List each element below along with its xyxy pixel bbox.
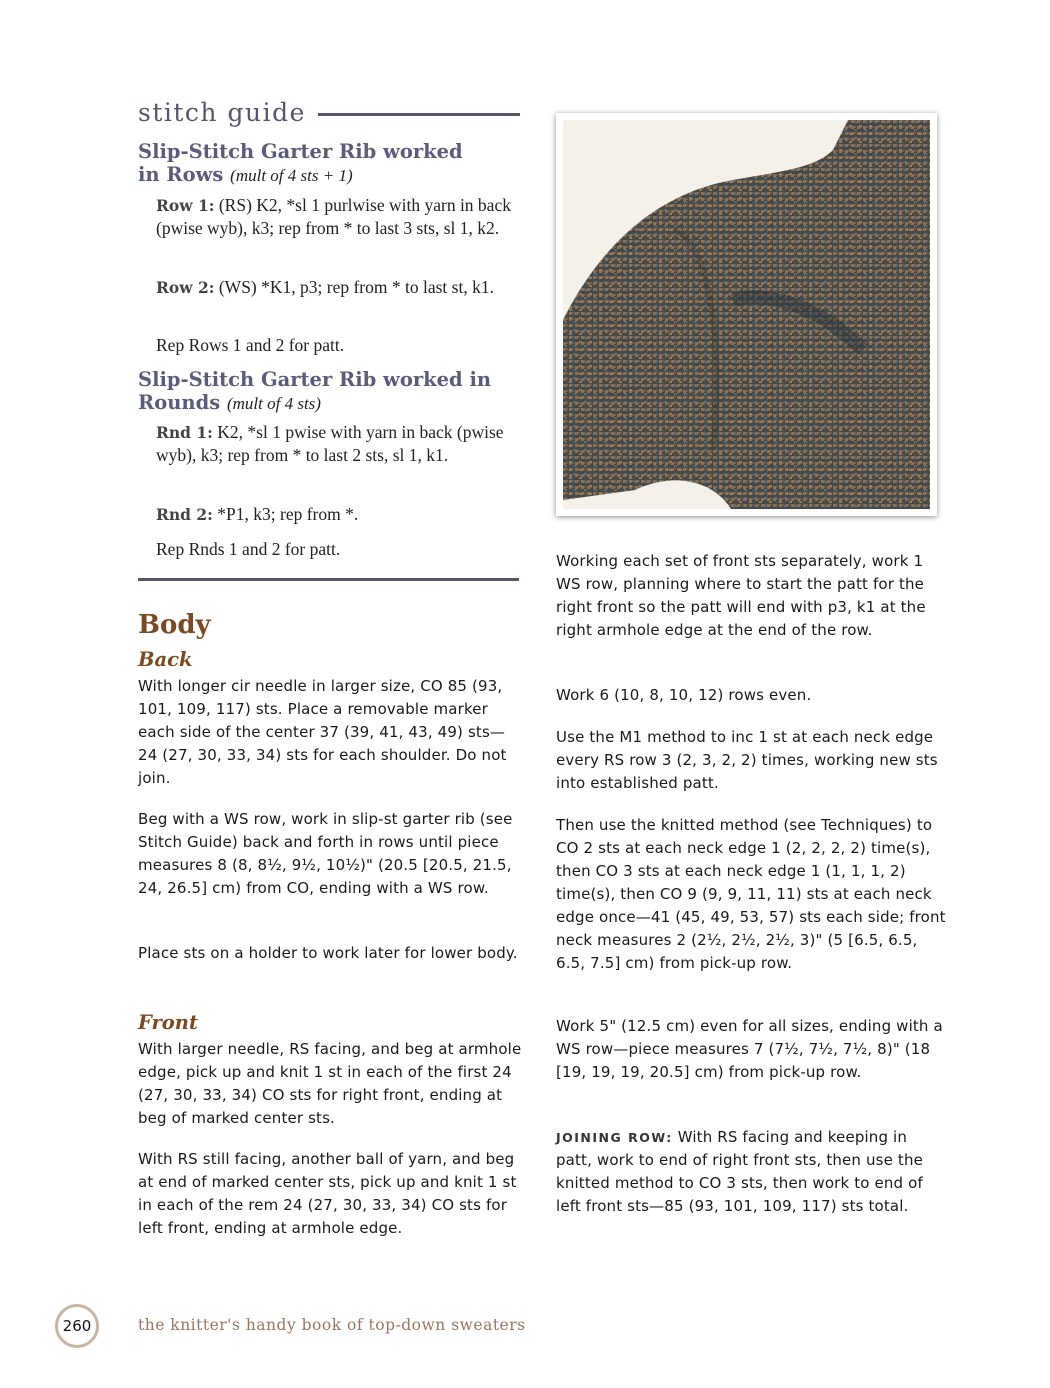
rounds-repeat: Rep Rnds 1 and 2 for patt.: [156, 539, 341, 559]
row-1-instruction: [156, 194, 521, 240]
rounds-multiple-note: (mult of 4 sts): [226, 394, 321, 413]
front-instructions-paragraph: Use the M1 method to inc 1 st at each neck edge every RS row 3 (2, 3, 2, 2) times, working new sts into established patt.: [556, 728, 938, 792]
front-paragraph: With larger needle, RS facing, and beg at armhole edge, pick up and knit 1 st in each of the first 24 (27, 30, 33, 34) CO sts for right front, ending at beg of marked center sts.: [138, 1040, 522, 1127]
front-paragraph: With RS still facing, another ball of yarn, and beg at end of marked center sts, pick up and knit 1 st in each of the rem 24 (27, 30, 33, 34) CO sts for left front, ending at armhole edge.: [138, 1150, 517, 1237]
rnd-1-label: Rnd 1:: [156, 423, 213, 442]
sweater-photo-frame: [556, 113, 937, 516]
stitch-guide-header: [138, 98, 520, 132]
joining-row-paragraph: [556, 1126, 946, 1218]
rnd-2-instruction: [156, 503, 521, 526]
section-title-body: Body: [138, 610, 211, 640]
subsection-title-back: Back: [138, 648, 193, 671]
sweater-shoulder-photo: [563, 120, 930, 509]
rounds-heading-line2: Rounds: [138, 391, 221, 414]
rounds-pattern-heading: [138, 368, 491, 415]
rows-heading-line2: in Rows: [138, 163, 224, 186]
row-1-text: (RS) K2, *sl 1 purlwise with yarn in back (pwise wyb), k3; rep from * to last 3 sts, sl 1, k2.: [156, 195, 511, 238]
rnd-1-text: K2, *sl 1 pwise with yarn in back (pwise wyb), k3; rep from * to last 2 sts, sl 1, k1.: [156, 422, 504, 465]
joining-row-text: With RS facing and keeping in patt, work to end of right front sts, then use the knitted method to CO 3 sts, then work to end of left front sts—85 (93, 101, 109, 117) sts total.: [556, 1128, 923, 1215]
header-rule: [318, 113, 520, 116]
row-2-instruction: [156, 276, 521, 299]
rnd-2-text: *P1, k3; rep from *.: [212, 504, 359, 524]
front-instructions-paragraph: Then use the knitted method (see Techniques) to CO 2 sts at each neck edge 1 (2, 2, 2, 2) time(s), then CO 3 sts at each neck edge 1 (1, 1, 1, 2) time(s), then CO 9 (9, 9, 11, 11) sts at each neck edge once—41 (45, 49, 53, 57) sts each side; front neck measures 2 (2½, 2½, 2½, 3)" (5 [6.5, 6.5, 6.5, 7.5] cm) from pick-up row.: [556, 816, 946, 972]
back-paragraph: Beg with a WS row, work in slip-st garter rib (see Stitch Guide) back and forth in rows until piece measures 8 (8, 8½, 9½, 10½)" (20.5 [20.5, 21.5, 24, 26.5] cm) from CO, ending with a WS row.: [138, 810, 513, 897]
row-2-text: (WS) *K1, p3; rep from * to last st, k1.: [214, 277, 494, 297]
front-instructions-paragraph: Work 6 (10, 8, 10, 12) rows even.: [556, 686, 812, 704]
rows-pattern-heading: [138, 140, 463, 187]
page-number: 260: [62, 1317, 92, 1335]
rnd-2-label: Rnd 2:: [156, 505, 213, 524]
rows-multiple-note: (mult of 4 sts + 1): [230, 166, 353, 185]
rows-repeat: Rep Rows 1 and 2 for patt.: [156, 335, 345, 355]
back-paragraph: With longer cir needle in larger size, CO 85 (93, 101, 109, 117) sts. Place a removable marker each side of the center 37 (39, 41, 43, 49) sts—24 (27, 30, 33, 34) sts for each shoulder. Do not join.: [138, 677, 507, 787]
rows-heading-line1: Slip-Stitch Garter Rib worked: [138, 140, 463, 163]
subsection-title-front: Front: [138, 1011, 198, 1034]
running-title: the knitter's handy book of top-down sweaters: [138, 1316, 526, 1334]
front-instructions-paragraph: Work 5" (12.5 cm) even for all sizes, ending with a WS row—piece measures 7 (7½, 7½, 7½, 8)" (18 [19, 19, 19, 20.5] cm) from pick-up row.: [556, 1017, 943, 1081]
page-number-badge: [55, 1304, 99, 1348]
row-2-label: Row 2:: [156, 278, 215, 297]
rnd-1-instruction: [156, 421, 521, 467]
stitch-guide-title: stitch guide: [138, 98, 306, 127]
joining-row-label: JOINING ROW:: [556, 1130, 673, 1145]
row-1-label: Row 1:: [156, 196, 215, 215]
sweater-illustration: [563, 120, 930, 509]
rounds-heading-line1: Slip-Stitch Garter Rib worked in: [138, 368, 492, 391]
stitch-guide-bottom-rule: [138, 578, 519, 581]
back-paragraph: Place sts on a holder to work later for lower body.: [138, 944, 518, 962]
front-instructions-paragraph: Working each set of front sts separately, work 1 WS row, planning where to start the patt for the right front so the patt will end with p3, k1 at the right armhole edge at the end of the row.: [556, 552, 926, 639]
